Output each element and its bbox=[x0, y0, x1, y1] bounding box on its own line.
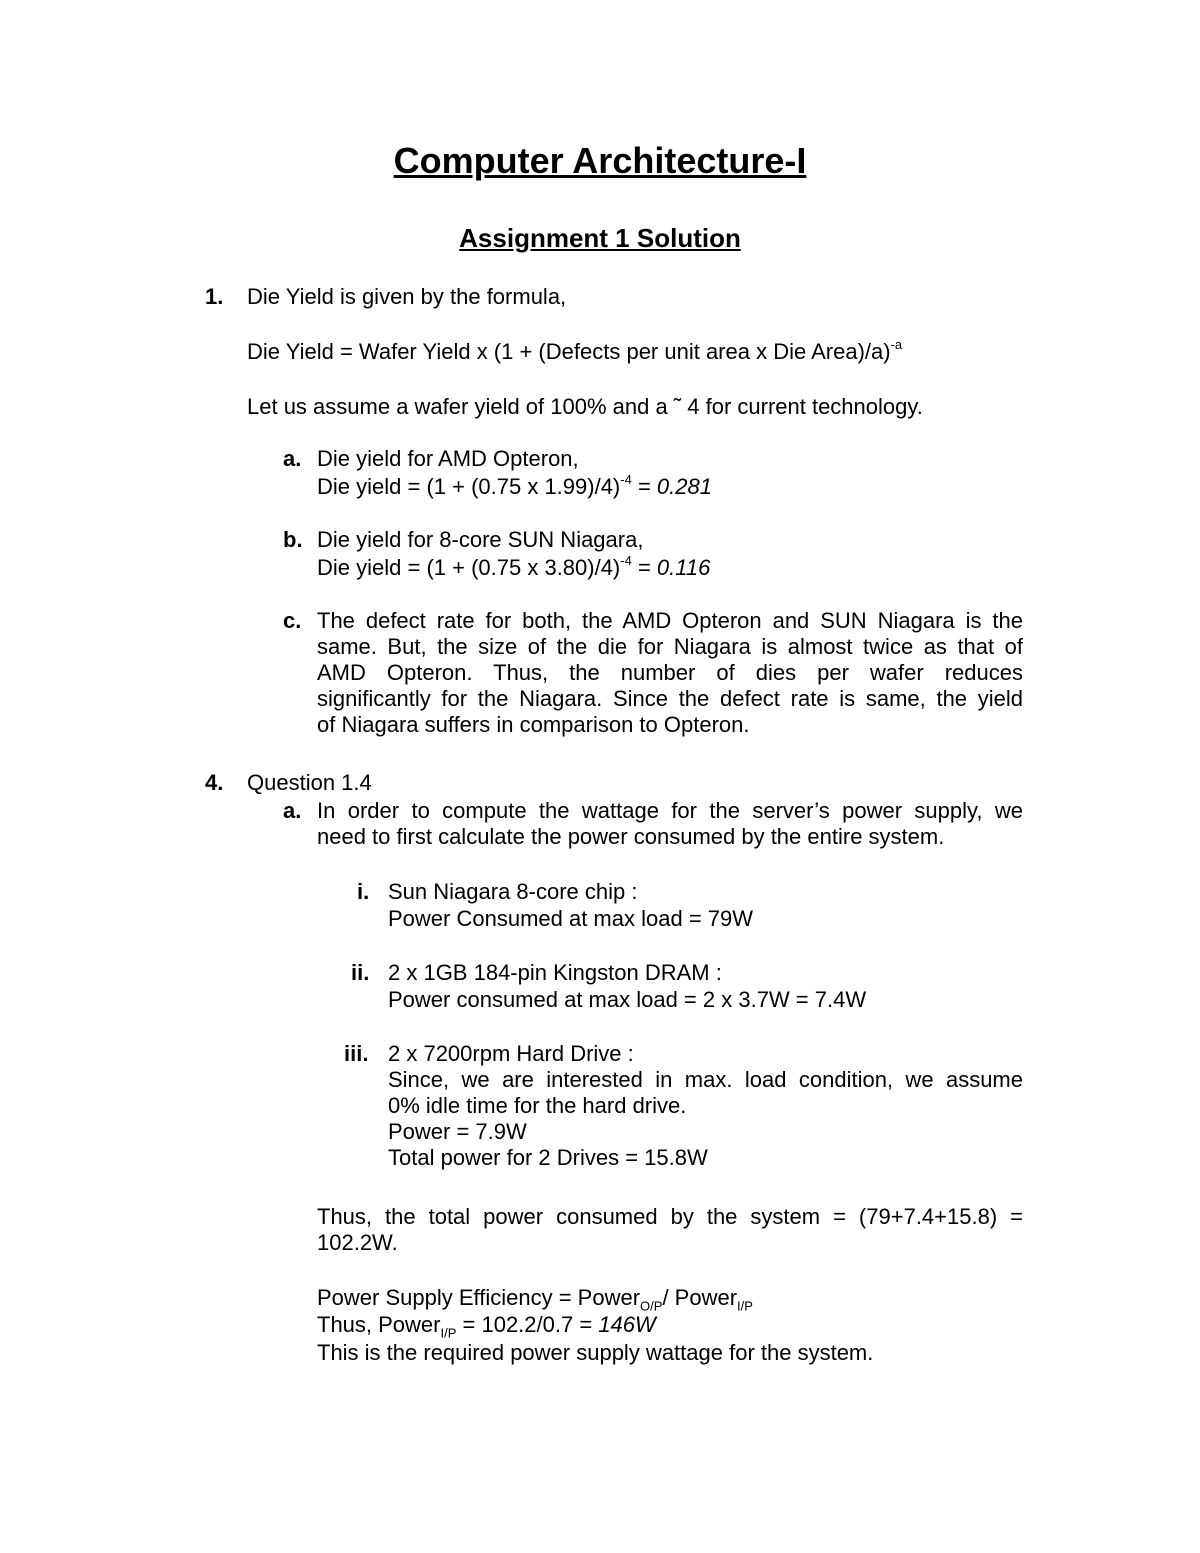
q1b-line1: Die yield for 8-core SUN Niagara, bbox=[317, 527, 644, 552]
document-title: Computer Architecture-I bbox=[393, 140, 807, 181]
q1c-line-4: significantly for the Niagara. Since the defect rate is same, the yield bbox=[317, 686, 1023, 711]
q1-formula-exponent: -a bbox=[890, 336, 903, 352]
q4a-thus-prefix: Thus, Power bbox=[317, 1312, 441, 1337]
q4a-efficiency bbox=[317, 1285, 753, 1314]
q4-heading: Question 1.4 bbox=[247, 770, 372, 795]
q4a-total-line-1: Thus, the total power consumed by the system = (79+7.4+15.8) = bbox=[317, 1204, 1023, 1229]
q4a-item-ii-line2: Power consumed at max load = 2 x 3.7W = 7.4W bbox=[388, 987, 867, 1012]
q4a-thus-power bbox=[317, 1312, 656, 1341]
q1a-result: 0.281 bbox=[656, 474, 712, 499]
q1a-exponent: -4 bbox=[620, 471, 632, 487]
q4a-item-iii-line4: Power = 7.9W bbox=[388, 1119, 527, 1144]
q4a-thus-mid: = 102.2/0.7 = bbox=[456, 1312, 599, 1337]
q4a-item-i-label: i. bbox=[357, 879, 370, 904]
q4a-eff-sub-op: O/P bbox=[640, 1298, 663, 1314]
q4a-item-ii-line1: 2 x 1GB 184-pin Kingston DRAM : bbox=[388, 960, 722, 985]
q1c-line-5: of Niagara suffers in comparison to Opteron. bbox=[317, 712, 750, 737]
q1-formula-text: Die Yield = Wafer Yield x (1 + (Defects per unit area x Die Area)/a) bbox=[247, 339, 891, 364]
q4a-item-iii-line5: Total power for 2 Drives = 15.8W bbox=[388, 1145, 708, 1170]
q1a-line1: Die yield for AMD Opteron, bbox=[317, 446, 579, 471]
q1-number: 1. bbox=[205, 284, 224, 309]
q1c-label: c. bbox=[283, 608, 302, 633]
q1b-label: b. bbox=[283, 527, 303, 552]
q1c-line-1: The defect rate for both, the AMD Opteron and SUN Niagara is the bbox=[317, 608, 1023, 633]
q4a-item-iii-label: iii. bbox=[344, 1041, 369, 1066]
q4a-item-i-line2: Power Consumed at max load = 79W bbox=[388, 906, 754, 931]
q4a-line-2: need to first calculate the power consumed by the entire system. bbox=[317, 824, 945, 849]
q1b-equals: = bbox=[631, 555, 657, 580]
q1-formula bbox=[247, 336, 903, 365]
q1b-exponent: -4 bbox=[620, 552, 632, 568]
q4a-item-iii-line2: Since, we are interested in max. load condition, we assume bbox=[388, 1067, 1023, 1092]
q1a-equals: = bbox=[631, 474, 657, 499]
q1b-result: 0.116 bbox=[656, 555, 711, 580]
q4a-total bbox=[317, 1204, 1023, 1256]
q4a-eff-sub-ip: I/P bbox=[737, 1298, 753, 1314]
q1-intro: Die Yield is given by the formula, bbox=[247, 284, 567, 309]
q4a-thus-result: 146W bbox=[598, 1312, 656, 1337]
q4a-label: a. bbox=[283, 798, 302, 823]
q1b-line2 bbox=[317, 552, 711, 581]
q4a-item-i-line1: Sun Niagara 8-core chip : bbox=[388, 879, 638, 904]
q4a-paragraph bbox=[317, 798, 1023, 850]
q1a-line2 bbox=[317, 471, 712, 500]
q1-assumption: Let us assume a wafer yield of 100% and a ˜ 4 for current technology. bbox=[247, 394, 923, 419]
q4a-thus-sub: I/P bbox=[440, 1325, 457, 1341]
q4a-eff-mid: / Power bbox=[662, 1285, 738, 1310]
document-subtitle: Assignment 1 Solution bbox=[459, 223, 741, 253]
q1b-expression: Die yield = (1 + (0.75 x 3.80)/4) bbox=[317, 555, 621, 580]
q4a-eff-prefix: Power Supply Efficiency = Power bbox=[317, 1285, 641, 1310]
q1a-expression: Die yield = (1 + (0.75 x 1.99)/4) bbox=[317, 474, 621, 499]
q1c-line-2: same. But, the size of the die for Niagara is almost twice as that of bbox=[317, 634, 1023, 659]
q4a-line-1: In order to compute the wattage for the server’s power supply, we bbox=[317, 798, 1023, 823]
q1c-paragraph bbox=[317, 608, 1023, 738]
q1c-line-3: AMD Opteron. Thus, the number of dies per wafer reduces bbox=[317, 660, 1023, 685]
q4a-final: This is the required power supply wattage for the system. bbox=[317, 1340, 874, 1365]
q4a-item-iii-line3: 0% idle time for the hard drive. bbox=[388, 1093, 687, 1118]
q4a-item-iii-line1: 2 x 7200rpm Hard Drive : bbox=[388, 1041, 634, 1066]
q4a-item-iii-block bbox=[388, 1041, 1023, 1171]
q4a-item-ii-label: ii. bbox=[351, 960, 370, 985]
q4-number: 4. bbox=[205, 770, 224, 795]
q4a-total-line-2: 102.2W. bbox=[317, 1230, 398, 1255]
q1a-label: a. bbox=[283, 446, 302, 471]
